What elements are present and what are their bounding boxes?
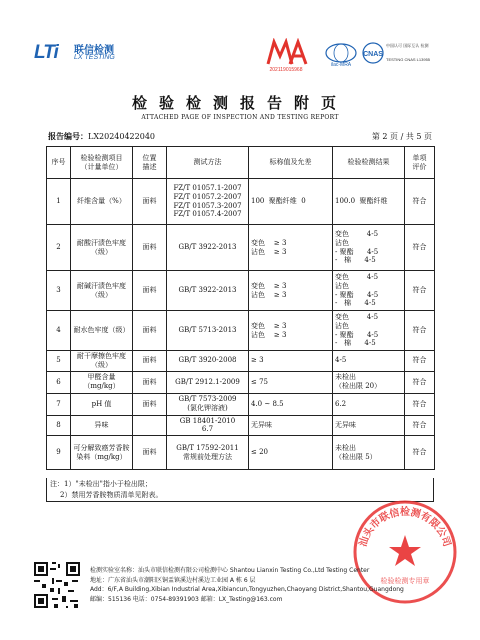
cell-item: 甲醛含量（mg/kg） <box>71 371 133 393</box>
cell-no: 7 <box>47 393 71 415</box>
cell-result-line: 变色 4-5 <box>335 313 379 321</box>
cell-position: 面料 <box>133 436 167 470</box>
table-row <box>47 271 435 311</box>
cell-evaluation: 符合 <box>405 351 435 372</box>
cell-method-line: 6.7 <box>201 425 214 434</box>
cell-result-line: 6.2 <box>335 399 347 408</box>
cell-evaluation: 符合 <box>405 311 435 351</box>
cell-position: 面料 <box>133 225 167 271</box>
header-method: 测试方法 <box>167 147 249 179</box>
cell-item: pH 值 <box>71 393 133 415</box>
header-item: 检验检测项目 （计量单位） <box>71 147 133 179</box>
page-title: 检验检测报告附页 <box>131 94 348 112</box>
cell-method-line: 常规前处理方法 <box>183 452 232 461</box>
cnas-cn-label: 中国认可 国际互认 检测 <box>386 43 429 48</box>
table-row <box>47 436 435 470</box>
cell-no: 1 <box>47 179 71 225</box>
cell-method <box>167 311 249 351</box>
header-result: 检验检测结果 <box>333 147 405 179</box>
cell-nominal <box>249 371 333 393</box>
cell-nominal-line: 沾色 ≥ 3 <box>251 247 287 256</box>
table-row <box>47 351 435 372</box>
cell-method-line: GB/T 17592-2011 <box>176 443 239 452</box>
cell-nominal-line: 无异味 <box>251 420 272 429</box>
cell-result <box>333 225 405 271</box>
report-number-value: LX20240422040 <box>88 132 155 141</box>
cell-result <box>333 179 405 225</box>
cell-result-line: - 聚酯 4-5 <box>335 290 379 299</box>
cell-item: 可分解致癌芳香胺染料（mg/kg） <box>71 436 133 470</box>
cell-result-line: - 聚酯 4-5 <box>335 247 379 256</box>
cell-result-line: - 棉 4-5 <box>335 299 376 308</box>
cell-item: 耐水色牢度（级） <box>71 311 133 351</box>
cell-position: 面料 <box>133 351 167 372</box>
cell-nominal <box>249 179 333 225</box>
cell-nominal <box>249 311 333 351</box>
cell-result <box>333 351 405 372</box>
cell-method <box>167 179 249 225</box>
ilac-mra-icon <box>324 41 358 67</box>
footer-address-en: Add：6/F,A Building,Xibian Industrial Area,Xibiancun,Tongyuzhen,Chaoyang District,Shantou,Guangdong <box>90 586 404 593</box>
cnas-label: CNAS <box>363 51 383 58</box>
page-subtitle: ATTACHED PAGE OF INSPECTION AND TESTING REPORT <box>141 114 339 121</box>
cell-result-line: 沾色 <box>335 281 349 290</box>
cell-no: 2 <box>47 225 71 271</box>
cell-position: 面料 <box>133 371 167 393</box>
cell-position <box>133 415 167 436</box>
cell-result-line: （检出限 20） <box>335 382 382 390</box>
cell-result-line: 未检出 <box>335 443 356 452</box>
cell-method-line: GB/T 3922-2013 <box>178 286 237 295</box>
header-nominal: 标称值及允差 <box>249 147 333 179</box>
cell-item: 耐酸汗渍色牢度（级） <box>71 225 133 271</box>
lab-contact-footer <box>90 566 430 604</box>
cell-nominal-line: 变色 ≥ 3 <box>251 238 287 247</box>
cell-result-line: - 棉 4-5 <box>335 256 376 265</box>
cell-result <box>333 436 405 470</box>
cell-evaluation: 符合 <box>405 436 435 470</box>
footer-address-cn: 地址：广东省汕头市潮阳区铜盂镇溪边村溪边工业园 A 栋 6 层 <box>90 576 256 584</box>
report-number <box>48 131 155 142</box>
cell-position: 面料 <box>133 271 167 311</box>
cell-method-line: GB/T 3922-2013 <box>178 243 237 252</box>
ilac-label: ilac-MRA <box>330 62 352 67</box>
company-logo <box>34 40 154 66</box>
cell-position: 面料 <box>133 179 167 225</box>
cell-result-line: 无异味 <box>335 420 356 429</box>
report-header <box>0 0 480 80</box>
cell-nominal-line: 100 聚酯纤维 0 <box>251 197 306 206</box>
header-evaluation: 单项 评价 <box>405 147 435 179</box>
cell-no: 4 <box>47 311 71 351</box>
cell-method-line: GB 18401-2010 <box>179 416 236 425</box>
cell-result-line: 4-5 <box>335 356 347 365</box>
seal-sub: 检验检测专用章 <box>380 577 430 585</box>
cell-nominal <box>249 225 333 271</box>
cell-result-line: 变色 4-5 <box>335 230 379 238</box>
cell-nominal-line: 沾色 ≥ 3 <box>251 290 287 299</box>
logo-name-cn: 联信检测 <box>74 45 114 56</box>
cell-nominal <box>249 393 333 415</box>
cell-no: 5 <box>47 351 71 372</box>
cell-nominal-line: 变色 ≥ 3 <box>251 321 287 330</box>
cell-method-line: (氯化钾溶液) <box>187 404 228 412</box>
cell-method-line: FZ/T 01057.1-2007 <box>173 184 242 192</box>
cma-mark-icon <box>262 38 310 68</box>
cell-nominal <box>249 271 333 311</box>
table-row <box>47 415 435 436</box>
cell-result <box>333 271 405 311</box>
header-position: 位置 描述 <box>133 147 167 179</box>
cell-method-line: FZ/T 01057.2-2007 <box>173 192 242 201</box>
cell-nominal-line: 变色 ≥ 3 <box>251 281 287 290</box>
cell-result <box>333 311 405 351</box>
cell-no: 3 <box>47 271 71 311</box>
table-row <box>47 393 435 415</box>
cell-evaluation: 符合 <box>405 415 435 436</box>
footer-lab-name: 检测实验室名称：汕头市联信检测有限公司检测中心 Shantou Lianxin Testing Co.,Ltd Testing Center <box>90 567 370 574</box>
table-row <box>47 179 435 225</box>
page-info: 第 2 页 / 共 5 页 <box>371 132 432 141</box>
cell-result-line: - 聚酯 4-5 <box>335 330 379 339</box>
cell-nominal-line: 沾色 ≥ 3 <box>251 330 287 339</box>
footer-contact: 邮编：515136 电话：0754-89391903 邮箱：LX_Testing@163.com <box>90 595 283 603</box>
cell-nominal-line: ≤ 20 <box>251 448 268 457</box>
logo-name-en: LX TESTING <box>74 54 115 61</box>
cell-evaluation: 符合 <box>405 271 435 311</box>
cell-result-line: 沾色 <box>335 238 349 247</box>
cell-method <box>167 371 249 393</box>
report-number-label: 报告编号： <box>48 131 88 141</box>
qr-code-icon <box>32 560 82 610</box>
cell-result-line: - 棉 4-5 <box>335 339 376 348</box>
cell-method-line: GB/T 3920-2008 <box>178 356 237 365</box>
logo-mark: LTi <box>34 42 58 63</box>
cell-method-line: GB/T 5713-2013 <box>178 326 237 335</box>
results-table <box>46 146 435 470</box>
cell-method <box>167 436 249 470</box>
note-1: 注：1）"未检出"指小于检出限； <box>50 480 152 488</box>
cell-method-line: GB/T 7573-2009 <box>178 395 237 404</box>
cell-method <box>167 393 249 415</box>
cell-result <box>333 415 405 436</box>
cell-method <box>167 415 249 436</box>
cell-method-line: FZ/T 01057.4-2007 <box>173 210 242 219</box>
cell-nominal-line: 4.0 ~ 8.5 <box>251 399 284 408</box>
cell-method <box>167 225 249 271</box>
cell-method <box>167 271 249 311</box>
cell-item: 纤维含量（%） <box>71 179 133 225</box>
cell-result-line: 沾色 <box>335 321 349 330</box>
cell-item: 耐干摩擦色牢度（级） <box>71 351 133 372</box>
cell-evaluation: 符合 <box>405 225 435 271</box>
cell-position: 面料 <box>133 311 167 351</box>
seal-text: 汕头市联信检测有限公司 <box>357 507 453 549</box>
cell-result-line: 变色 4-5 <box>335 273 379 281</box>
cell-result <box>333 393 405 415</box>
table-row <box>47 225 435 271</box>
cell-nominal <box>249 436 333 470</box>
note-2: 2）禁用芳香胺物质清单见附表。 <box>60 491 163 499</box>
cell-result-line: 100.0 聚酯纤维 <box>335 197 388 206</box>
cell-nominal <box>249 351 333 372</box>
cell-method-line: FZ/T 01057.3-2007 <box>173 201 242 210</box>
cell-result <box>333 371 405 393</box>
cell-result-line: 未检出 <box>335 373 356 382</box>
cell-method-line: GB/T 2912.1-2009 <box>175 377 240 386</box>
cnas-sub-label: TESTING CNAS L13955 <box>386 57 431 62</box>
cell-item: 耐碱汗渍色牢度（级） <box>71 271 133 311</box>
table-header-row <box>47 147 435 179</box>
cell-item: 异味 <box>71 415 133 436</box>
cell-no: 8 <box>47 415 71 436</box>
cell-evaluation: 符合 <box>405 371 435 393</box>
table-row <box>47 311 435 351</box>
cell-nominal-line: ≤ 75 <box>251 377 268 386</box>
accreditation-marks <box>262 38 442 74</box>
cell-evaluation: 符合 <box>405 179 435 225</box>
header-no: 序号 <box>47 147 71 179</box>
cell-method <box>167 351 249 372</box>
cell-no: 6 <box>47 371 71 393</box>
table-row <box>47 371 435 393</box>
cell-nominal <box>249 415 333 436</box>
cell-position: 面料 <box>133 393 167 415</box>
cnas-mark-icon <box>362 41 442 67</box>
cell-evaluation: 符合 <box>405 393 435 415</box>
cell-result-line: （检出限 5） <box>335 452 377 461</box>
cell-no: 9 <box>47 436 71 470</box>
cell-nominal-line: ≥ 3 <box>251 356 264 365</box>
cma-code: 202119015968 <box>269 67 303 73</box>
